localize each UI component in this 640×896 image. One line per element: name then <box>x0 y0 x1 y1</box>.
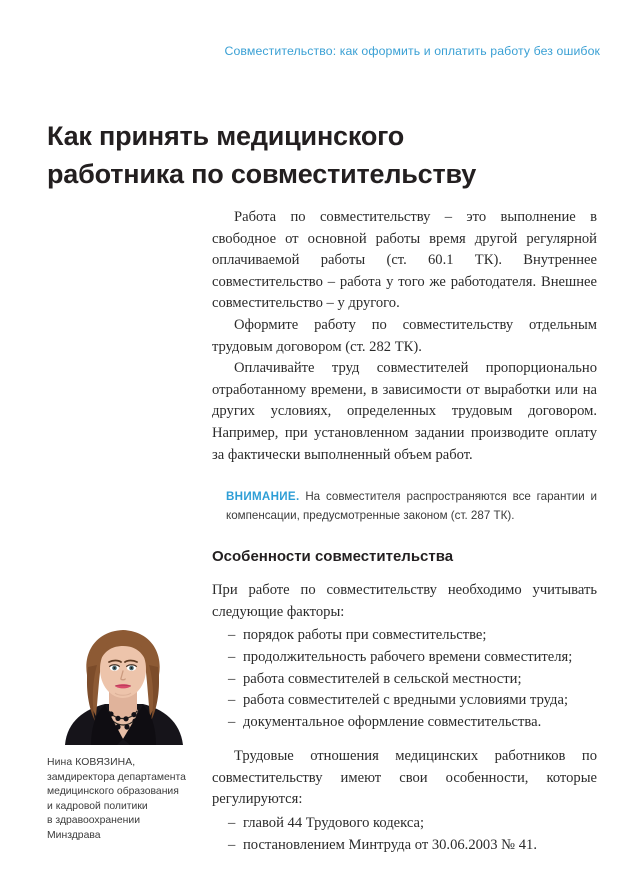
list-item <box>212 813 597 835</box>
author-role-line-2: медицинского образования <box>47 786 179 798</box>
dash-bullet-icon: – <box>228 627 236 644</box>
paragraph-intro: Работа по совместительству – это выполнение в свободное от основной работы время другой регулярной оплачиваемой работы (ст. 60.1 ТК). Внутреннее совместительство – работа у того же работодателя. Внешнее совместительство – у другого. <box>212 209 597 312</box>
portrait-illustration <box>47 617 199 745</box>
author-name: Нина КОВЯЗИНА, <box>47 757 136 768</box>
dash-bullet-icon: – <box>228 713 236 730</box>
dash-bullet-icon: – <box>228 692 236 709</box>
author-caption <box>47 756 199 844</box>
list-item <box>212 625 597 647</box>
list-item <box>212 835 597 857</box>
list-item-label: работа совместителей с вредными условиями труда; <box>243 692 569 709</box>
author-photo <box>47 617 199 745</box>
list-item-label: продолжительность рабочего времени совместителя; <box>243 648 573 665</box>
author-role-line-3: и кадровой политики <box>47 800 148 812</box>
dash-bullet-icon: – <box>228 836 236 853</box>
author-organization: Минздрава <box>47 829 101 841</box>
page-title-line-1: Как принять медицинского <box>47 121 405 152</box>
factors-list <box>212 625 597 733</box>
dash-bullet-icon: – <box>228 670 236 687</box>
list-item-label: работа совместителей в сельской местности; <box>243 670 522 687</box>
page-title-line-2: работника по совместительству <box>47 159 477 190</box>
list-item-label: документальное оформление совместительства. <box>243 713 542 730</box>
list-item <box>212 647 597 669</box>
paragraph-contract: Оформите работу по совместительству отдельным трудовым договором (ст. 282 ТК). <box>212 316 597 355</box>
author-role-line-1: замдиректора департамента <box>47 771 186 783</box>
list-item <box>212 690 597 712</box>
dash-bullet-icon: – <box>228 648 236 665</box>
attention-text: На совместителя распространяются все гарантии и компенсации, предусмотренные законом (ст. 287 ТК). <box>226 490 597 523</box>
regulations-list <box>212 813 597 856</box>
section-heading: Особенности совместительства <box>212 548 454 566</box>
list-item-label: постановлением Минтруда от 30.06.2003 № 41. <box>243 836 537 853</box>
running-header: Совместительство: как оформить и оплатить работу без ошибок <box>224 44 600 58</box>
attention-callout <box>226 487 597 525</box>
list-item-label: порядок работы при совместительстве; <box>243 627 487 644</box>
attention-label: ВНИМАНИЕ. <box>226 490 300 504</box>
list-item <box>212 712 597 734</box>
author-block <box>47 617 199 844</box>
author-role-line-4: в здравоохранении <box>47 815 141 827</box>
list-item-label: главой 44 Трудового кодекса; <box>243 815 425 832</box>
paragraph-payment: Оплачивайте труд совместителей пропорционально отработанному времени, в зависимости от выработки или на других условиях, определенных трудовым договором. Например, при установленном задании производите оплату за фактически выполненный объем работ. <box>212 360 597 463</box>
page-title <box>47 117 577 193</box>
paragraph-medical-intro: Трудовые отношения медицинских работников по совместительству имеют свои особенности, которые регулируются: <box>212 748 597 808</box>
dash-bullet-icon: – <box>228 815 236 832</box>
paragraph-factors-intro: При работе по совместительству необходимо учитывать следующие факторы: <box>212 582 597 620</box>
list-item <box>212 669 597 691</box>
article-body <box>212 207 597 856</box>
